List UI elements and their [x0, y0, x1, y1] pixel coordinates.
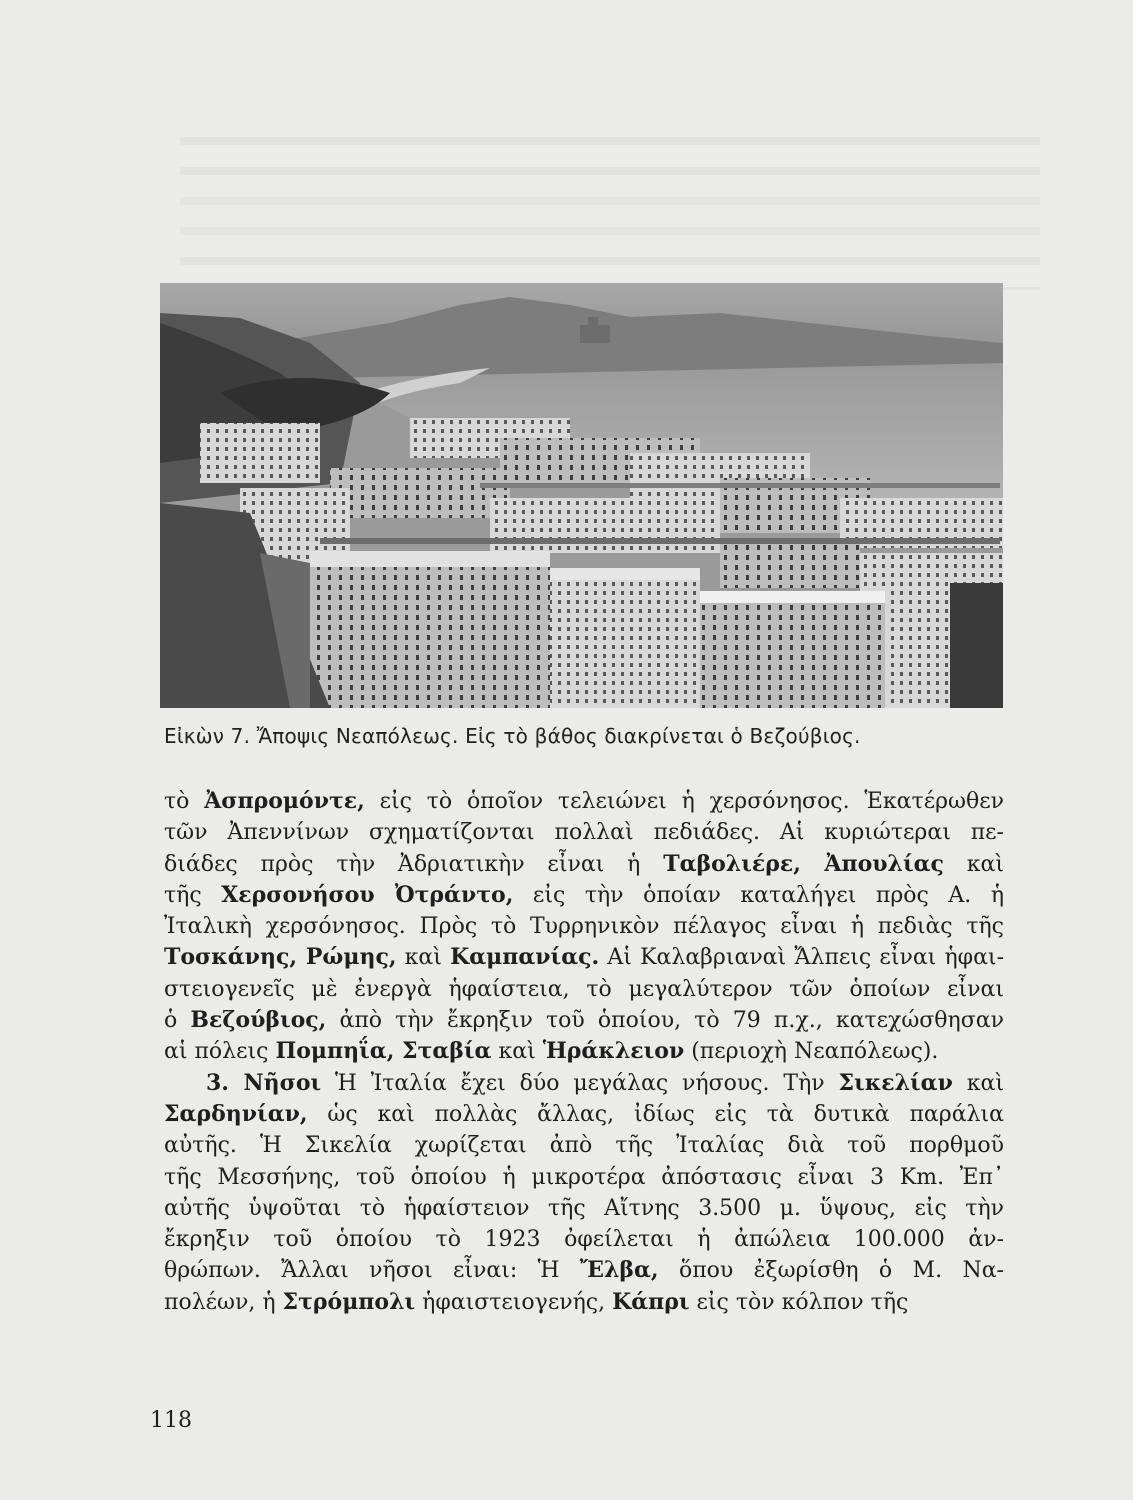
bold-term: Ἔλβα, — [579, 1257, 659, 1284]
text-line: διάδες πρὸς τὴν Ἀδριατικὴν εἶναι ἡ Ταβολιέρε, Ἀπουλίας καὶ — [164, 850, 1005, 877]
text-line: Σαρδηνίαν, ὡς καὶ πολλὰς ἄλλας, ἰδίως εἰς τὰ δυτικὰ παράλια — [164, 1100, 1004, 1127]
bold-term: 3. Νῆσοι — [206, 1069, 322, 1096]
text-line: τῶν Ἀπεννίνων σχηματίζονται πολλαὶ πεδιάδες. Αἱ κυριώτεραι πε- — [164, 820, 1004, 846]
text-line: τῆς Χερσονήσου Ὀτράντο, εἰς τὴν ὁποίαν καταλήγει πρὸς Α. ἡ — [164, 881, 1004, 908]
bold-term: Πομπηΐα, Σταβία — [275, 1038, 492, 1065]
figure-caption: Εἰκὼν 7. Ἄποψις Νεαπόλεως. Εἰς τὸ βάθος διακρίνεται ὁ Βεζούβιος. — [164, 724, 861, 748]
text-line: θρώπων. Ἄλλαι νῆσοι εἶναι: Ἡ Ἔλβα, ὅπου ἐξωρίσθη ὁ Μ. Να- — [164, 1257, 1004, 1284]
naples-cityscape-illustration — [160, 283, 1003, 708]
text-line: 3. Νῆσοι Ἡ Ἰταλία ἔχει δύο μεγάλας νήσους. Τὴν Σικελίαν καὶ — [206, 1069, 1004, 1096]
bold-term: Ἡράκλειον — [542, 1038, 685, 1065]
text-line: αἱ πόλεις Πομπηΐα, Σταβία καὶ Ἡράκλειον (περιοχὴ Νεαπόλεως). — [164, 1038, 939, 1065]
bleed-through-shadow — [180, 115, 1040, 290]
text-line: Τοσκάνης, Ρώμης, καὶ Καμπανίας. Αἱ Καλαβριαναὶ Ἄλπεις εἶναι ἡφαι- — [164, 944, 1004, 971]
bold-term: Τοσκάνης, Ρώμης, — [164, 944, 397, 971]
text-line: στειογενεῖς μὲ ἐνεργὰ ἡφαίστεια, τὸ μεγαλύτερον τῶν ὁποίων εἶναι — [164, 976, 1004, 1002]
bold-term: Χερσονήσου Ὀτράντο, — [221, 881, 514, 908]
text-line: ἔκρηξιν τοῦ ὁποίου τὸ 1923 ὀφείλεται ἡ ἀπώλεια 100.000 ἀν- — [164, 1227, 1004, 1253]
bold-term: Κάπρι — [612, 1288, 690, 1315]
bold-term: Σαρδηνίαν, — [164, 1100, 308, 1127]
bold-term: Σικελίαν — [838, 1069, 953, 1096]
naples-photograph — [160, 283, 1003, 708]
body-text — [164, 786, 1004, 1318]
text-line: αὐτῆς ὑψοῦται τὸ ἡφαίστειον τῆς Αἴτνης 3.500 μ. ὕψους, εἰς τὴν — [164, 1195, 1004, 1221]
bold-term: Ἀσπρομόντε, — [204, 788, 365, 814]
page-number: 118 — [150, 1408, 192, 1433]
text-line: αὐτῆς. Ἡ Σικελία χωρίζεται ἀπὸ τῆς Ἰταλίας διὰ τοῦ πορθμοῦ — [164, 1133, 1004, 1159]
text-line: Ἰταλικὴ χερσόνησος. Πρὸς τὸ Τυρρηνικὸν πέλαγος εἶναι ἡ πεδιὰς τῆς — [164, 914, 1004, 940]
text-line: τῆς Μεσσήνης, τοῦ ὁποίου ἡ μικροτέρα ἀπόστασις εἶναι 3 Km. Ἐπ᾽ — [164, 1164, 1004, 1190]
bold-term: Καμπανίας. — [450, 944, 600, 971]
text-line: πολέων, ἡ Στρόμπολι ἡφαιστειογενής, Κάπρι εἰς τὸν κόλπον τῆς — [164, 1288, 909, 1315]
text-line: τὸ Ἀσπρομόντε, εἰς τὸ ὁποῖον τελειώνει ἡ χερσόνησος. Ἑκατέρωθεν — [164, 788, 1004, 814]
bold-term: Στρόμπολι — [282, 1288, 416, 1315]
bold-term: Ταβολιέρε, Ἀπουλίας — [663, 850, 944, 877]
text-line: ὁ Βεζούβιος, ἀπὸ τὴν ἔκρηξιν τοῦ ὁποίου, τὸ 79 π.χ., κατεχώσθησαν — [164, 1007, 1004, 1034]
bold-term: Βεζούβιος, — [190, 1007, 327, 1034]
